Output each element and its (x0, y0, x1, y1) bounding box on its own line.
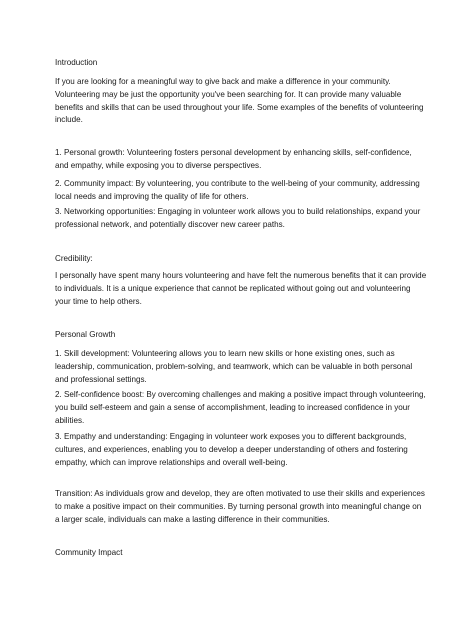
paragraph-intro: If you are looking for a meaningful way to give back and make a difference in your community. Volunteering may be just the opportunity you've been searching for. It can provide many valuable benefits and skills that can be used throughout your life. Some examples of the benefits of volunteering include. (55, 77, 424, 125)
paragraph-personal-growth-benefit: 1. Personal growth: Volunteering fosters personal development by enhancing skills, self-confidence, and empathy, while exposing you to diverse perspectives. (55, 148, 412, 170)
paragraph-networking-benefit: 3. Networking opportunities: Engaging in volunteer work allows you to build relationships, expand your professional network, and potentially discover new career paths. (55, 207, 421, 229)
heading-credibility: Credibility: (55, 254, 93, 263)
heading-introduction: Introduction (55, 58, 98, 67)
paragraph-empathy: 3. Empathy and understanding: Engaging in volunteer work exposes you to different backgrounds, cultures, and experiences, enabling you to develop a deeper understanding of others and fostering empathy, which can improve relationships and overall well-being. (55, 432, 408, 467)
paragraph-skill-development: 1. Skill development: Volunteering allows you to learn new skills or hone existing ones, such as leadership, communication, problem-solving, and teamwork, which can be valuable in both personal and professional settings. (55, 349, 413, 384)
heading-community-impact: Community Impact (55, 548, 123, 557)
paragraph-credibility: I personally have spent many hours volunteering and have felt the numerous benefits that it can provide to individuals. It is a unique experience that cannot be replicated without going out and volunteering your time to help others. (55, 271, 427, 306)
paragraph-transition: Transition: As individuals grow and develop, they are often motivated to use their skills and experiences to make a positive impact on their communities. By turning personal growth into meaningful change on a larger scale, individuals can make a lasting difference in their communities. (55, 489, 425, 524)
paragraph-community-impact-benefit: 2. Community impact: By volunteering, you contribute to the well-being of your community, addressing local needs and improving the quality of life for others. (55, 179, 420, 201)
paragraph-self-confidence: 2. Self-confidence boost: By overcoming challenges and making a positive impact through volunteering, you build self-esteem and gain a sense of accomplishment, leading to increased confidence in your abilities. (55, 390, 426, 425)
heading-personal-growth: Personal Growth (55, 330, 116, 339)
